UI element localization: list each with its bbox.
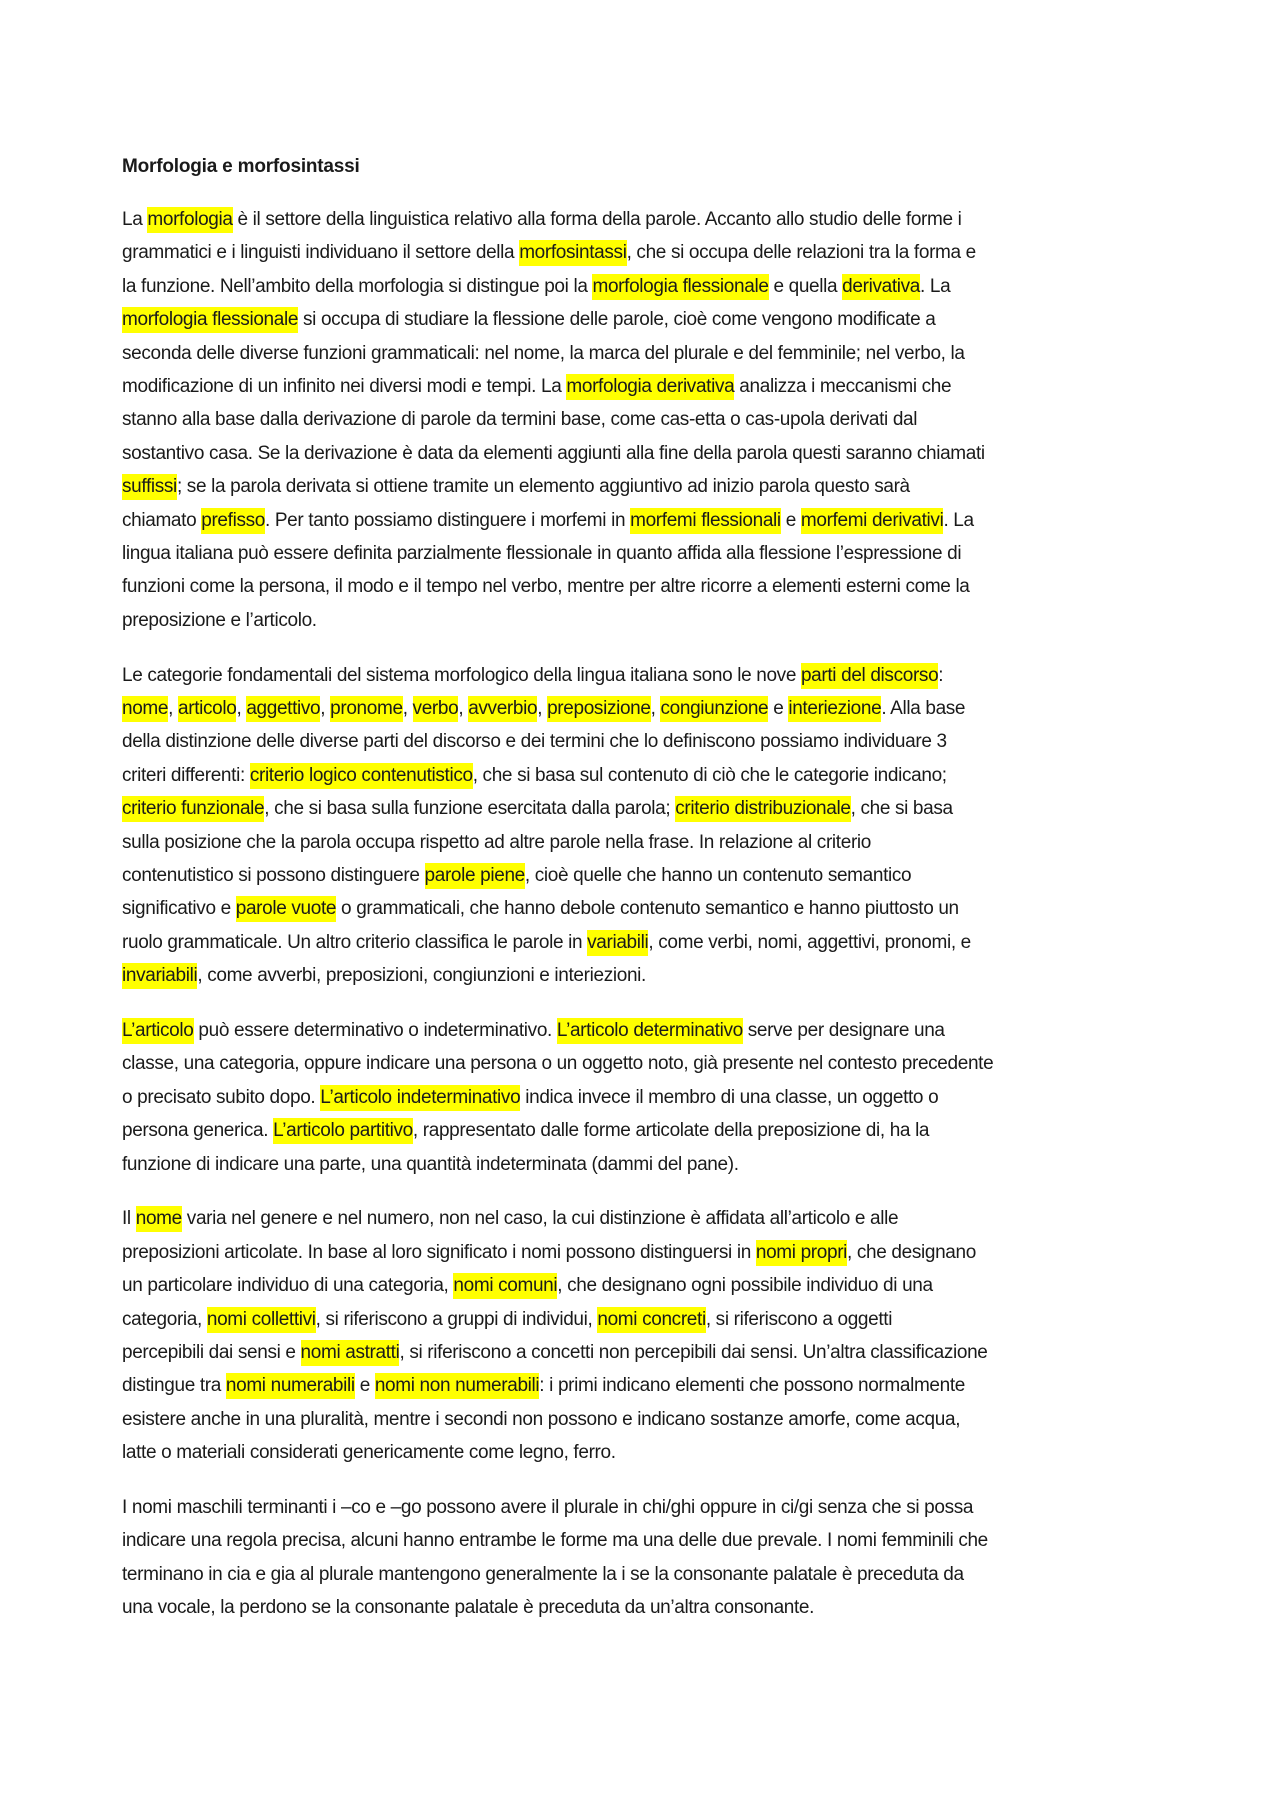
text-line <box>122 437 1182 470</box>
text-run: un particolare individuo di una categoria, <box>122 1275 454 1297</box>
text-line <box>122 570 1182 603</box>
text-run: contenutistico si possono distinguere <box>122 864 425 886</box>
text-run: Le categorie fondamentali del sistema morfologico della lingua italiana sono le nove <box>122 664 801 686</box>
text-run: terminano in cia e gia al plurale mantengono generalmente la i se la consonante palatale è preceduta da <box>122 1563 964 1585</box>
highlighted-term: nome <box>136 1206 182 1232</box>
text-run: classe, una categoria, oppure indicare una persona o un oggetto noto, già presente nel contesto precedente <box>122 1053 994 1075</box>
highlighted-term: criterio logico contenutistico <box>250 763 473 789</box>
text-run: , si riferiscono a gruppi di individui, <box>315 1308 598 1330</box>
text-run: persona generica. <box>122 1120 274 1142</box>
text-run: funzioni come la persona, il modo e il tempo nel verbo, mentre per altre ricorre a elementi esterni come la <box>122 576 970 598</box>
highlighted-term: parti del discorso <box>801 663 938 689</box>
text-line <box>122 1591 1182 1624</box>
highlighted-term: nomi collettivi <box>207 1307 316 1333</box>
text-line <box>122 1524 1182 1557</box>
text-run: chiamato <box>122 509 202 531</box>
text-run: seconda delle diverse funzioni grammaticali: nel nome, la marca del plurale e del femminile; nel verbo, la <box>122 342 965 364</box>
highlighted-term: articolo <box>178 696 236 722</box>
text-run: , che designano <box>847 1241 976 1263</box>
text-line <box>122 725 1182 758</box>
text-line <box>122 759 1182 792</box>
text-line <box>122 1303 1182 1336</box>
text-run: della distinzione delle diverse parti del discorso e dei termini che lo definiscono possiamo individuare 3 <box>122 731 947 753</box>
highlighted-term: morfologia flessionale <box>122 307 298 333</box>
text-line <box>122 337 1182 370</box>
text-line <box>122 792 1182 825</box>
text-run: Il <box>122 1208 136 1230</box>
text-run: significativo e <box>122 898 236 920</box>
highlighted-term: avverbio <box>468 696 537 722</box>
text-line <box>122 1202 1182 1235</box>
text-run: . Alla base <box>881 697 966 719</box>
text-run: ruolo grammaticale. Un altro criterio classifica le parole in <box>122 931 588 953</box>
text-line <box>122 1269 1182 1302</box>
text-line <box>122 1148 1182 1181</box>
highlighted-term: nomi non numerabili <box>375 1373 539 1399</box>
text-line <box>122 1336 1182 1369</box>
highlighted-term: morfologia flessionale <box>592 274 768 300</box>
text-run: sulla posizione che la parola occupa rispetto ad altre parole nella frase. In relazione al criterio <box>122 831 872 853</box>
text-run: : <box>938 664 944 686</box>
highlighted-term: prefisso <box>201 508 265 534</box>
text-run: , <box>168 697 178 719</box>
paragraphs-container <box>122 203 1182 1625</box>
highlighted-term: nome <box>122 696 168 722</box>
highlighted-term: parole vuote <box>236 896 336 922</box>
text-run: percepibili dai sensi e <box>122 1342 301 1363</box>
document-body <box>122 153 1182 1646</box>
text-run: varia nel genere e nel numero, non nel caso, la cui distinzione è affidata all’articolo e alle <box>181 1208 899 1230</box>
highlighted-term: interiezione <box>788 696 881 722</box>
text-run: categoria, <box>122 1308 207 1330</box>
text-run: latte o materiali considerati genericamente come legno, ferro. <box>122 1442 616 1464</box>
text-run: e <box>354 1375 375 1397</box>
text-run: grammatici e i linguisti individuano il settore della <box>122 242 520 264</box>
highlighted-term: morfemi derivativi <box>801 508 944 534</box>
text-run: , <box>537 697 548 719</box>
text-line <box>122 1081 1182 1114</box>
highlighted-term: derivativa <box>842 274 920 300</box>
text-run: . Per tanto possiamo distinguere i morfemi in <box>264 509 631 531</box>
text-line <box>122 1491 1182 1524</box>
text-line <box>122 892 1182 925</box>
text-run: funzione di indicare una parte, una quantità indeterminata (dammi del pane). <box>122 1153 739 1175</box>
text-run: analizza i meccanismi che <box>734 375 952 397</box>
text-line <box>122 859 1182 892</box>
text-run: . La <box>920 275 951 297</box>
text-run: , rappresentato dalle forme articolate della preposizione di, ha la <box>412 1120 930 1142</box>
text-line <box>122 1558 1182 1591</box>
text-run: si occupa di studiare la flessione delle parole, cioè come vengono modificate a <box>298 309 936 331</box>
text-line <box>122 1369 1182 1402</box>
text-run: è il settore della linguistica relativo alla forma della parole. Accanto allo studio delle forme i <box>232 209 962 230</box>
text-line <box>122 1436 1182 1469</box>
highlighted-term: nomi astratti <box>301 1340 400 1366</box>
text-run: La <box>122 209 148 230</box>
text-line <box>122 270 1182 303</box>
text-run: indica invece il membro di una classe, un oggetto o <box>520 1086 939 1108</box>
text-run: I nomi maschili terminanti i –co e –go possono avere il plurale in chi/ghi oppure in ci/gi senza che si possa <box>122 1497 974 1519</box>
text-run: , come verbi, nomi, aggettivi, pronomi, e <box>648 931 971 953</box>
text-run: , che si basa <box>850 798 953 820</box>
text-line <box>122 692 1182 725</box>
text-line <box>122 604 1182 637</box>
text-line <box>122 203 1182 236</box>
text-run: , <box>402 697 413 719</box>
highlighted-term: invariabili <box>122 963 197 989</box>
highlighted-term: suffissi <box>122 474 177 500</box>
text-run: preposizioni articolate. In base al loro significato i nomi possono distinguersi in <box>122 1241 756 1263</box>
text-run: e <box>780 509 801 531</box>
highlighted-term: nomi numerabili <box>226 1373 355 1399</box>
paragraph <box>122 659 1182 993</box>
text-run: criteri differenti: <box>122 764 250 786</box>
highlighted-term: nomi comuni <box>453 1273 557 1299</box>
text-run: , come avverbi, preposizioni, congiunzioni e interiezioni. <box>197 965 646 987</box>
text-line <box>122 1236 1182 1269</box>
paragraph <box>122 1014 1182 1181</box>
text-line <box>122 1014 1182 1047</box>
text-run: indicare una regola precisa, alcuni hanno entrambe le forme ma una delle due prevale. I nomi femminili che <box>122 1530 988 1552</box>
text-line <box>122 659 1182 692</box>
paragraph <box>122 1202 1182 1469</box>
text-run: o grammaticali, che hanno debole contenuto semantico e hanno piuttosto un <box>336 898 959 920</box>
text-run: sostantivo casa. Se la derivazione è data da elementi aggiunti alla fine della parola questi saranno chiamati <box>122 442 985 464</box>
paragraph <box>122 203 1182 637</box>
highlighted-term: parole piene <box>425 863 525 889</box>
text-run: distingue tra <box>122 1375 226 1397</box>
highlighted-term: criterio distribuzionale <box>675 796 850 822</box>
text-run: lingua italiana può essere definita parzialmente flessionale in quanto affida alla flessione l’espressione di <box>122 542 962 564</box>
text-line <box>122 1047 1182 1080</box>
highlighted-term: L’articolo partitivo <box>273 1118 413 1144</box>
text-run: , che si occupa delle relazioni tra la forma e <box>626 242 976 264</box>
highlighted-term: verbo <box>413 696 459 722</box>
text-line <box>122 1114 1182 1147</box>
highlighted-term: L’articolo determinativo <box>557 1018 743 1044</box>
text-line <box>122 926 1182 959</box>
text-run: , si riferiscono a oggetti <box>705 1308 893 1330</box>
text-run: ; se la parola derivata si ottiene tramite un elemento aggiuntivo ad inizio parola questo sarà <box>176 476 910 498</box>
text-run: esistere anche in una pluralità, mentre i secondi non possono e indicano sostanze amorfe, come acqua, <box>122 1408 961 1430</box>
highlighted-term: nomi propri <box>756 1240 847 1266</box>
text-run: o precisato subito dopo. <box>122 1086 321 1108</box>
highlighted-term: preposizione <box>547 696 651 722</box>
text-run: e quella <box>768 275 843 297</box>
text-line <box>122 303 1182 336</box>
text-line <box>122 1403 1182 1436</box>
highlighted-term: criterio funzionale <box>122 796 264 822</box>
text-run: , si riferiscono a concetti non percepibili dai sensi. Un’altra classificazione <box>399 1342 988 1363</box>
text-run: . La <box>943 509 974 531</box>
text-run: serve per designare una <box>742 1019 945 1041</box>
text-line <box>122 470 1182 503</box>
text-run: può essere determinativo o indeterminativo. <box>193 1019 557 1041</box>
highlighted-term: morfemi flessionali <box>630 508 781 534</box>
text-line <box>122 236 1182 269</box>
text-line <box>122 959 1182 992</box>
text-run: e <box>768 697 789 719</box>
text-line <box>122 537 1182 570</box>
highlighted-term: nomi concreti <box>597 1307 705 1333</box>
text-line <box>122 826 1182 859</box>
highlighted-term: congiunzione <box>660 696 768 722</box>
highlighted-term: L’articolo <box>122 1018 194 1044</box>
text-run: la funzione. Nell’ambito della morfologia si distingue poi la <box>122 275 593 297</box>
text-line <box>122 504 1182 537</box>
text-run: , <box>320 697 331 719</box>
document-title: Morfologia e morfosintassi <box>122 156 360 177</box>
text-run: , <box>650 697 661 719</box>
highlighted-term: variabili <box>587 930 648 956</box>
text-run: : i primi indicano elementi che possono normalmente <box>539 1375 966 1397</box>
highlighted-term: morfosintassi <box>519 240 626 266</box>
highlighted-term: morfologia derivativa <box>566 374 734 400</box>
paragraph <box>122 1491 1182 1625</box>
highlighted-term: pronome <box>330 696 403 722</box>
text-run: preposizione e l’articolo. <box>122 609 317 631</box>
text-line <box>122 403 1182 436</box>
text-run: , cioè quelle che hanno un contenuto semantico <box>524 864 912 886</box>
text-run: , che si basa sul contenuto di ciò che le categorie indicano; <box>472 764 947 786</box>
text-run: una vocale, la perdono se la consonante palatale è preceduta da un’altra consonante. <box>122 1597 815 1619</box>
highlighted-term: morfologia <box>147 207 232 233</box>
text-run: , <box>458 697 469 719</box>
highlighted-term: aggettivo <box>246 696 320 722</box>
text-run: , che designano ogni possibile individuo di una <box>557 1275 933 1297</box>
text-run: , che si basa sulla funzione esercitata dalla parola; <box>264 798 676 820</box>
highlighted-term: L’articolo indeterminativo <box>320 1085 520 1111</box>
text-run: , <box>236 697 247 719</box>
text-line <box>122 370 1182 403</box>
text-run: stanno alla base dalla derivazione di parole da termini base, come cas-etta o cas-upola derivati dal <box>122 409 918 431</box>
text-run: modificazione di un infinito nei diversi modi e tempi. La <box>122 375 567 397</box>
